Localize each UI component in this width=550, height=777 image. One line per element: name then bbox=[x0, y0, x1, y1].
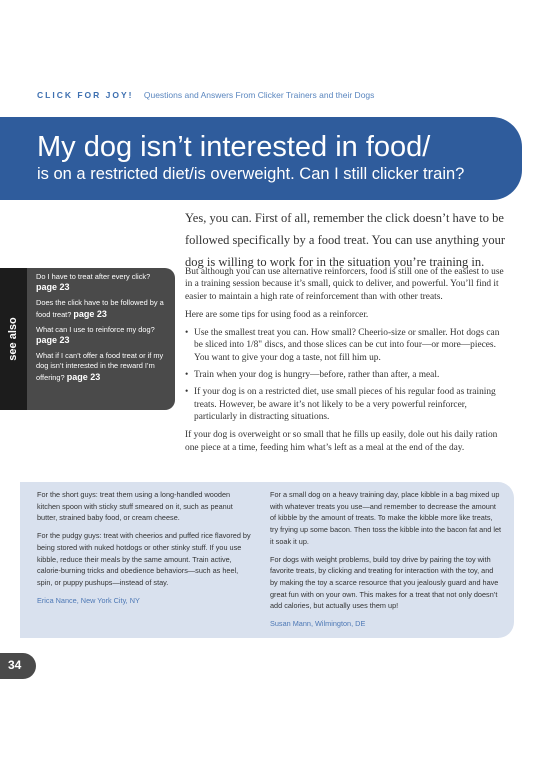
list-item: • Train when your dog is hungry—before, rather than after, a meal. bbox=[185, 369, 505, 381]
tip-paragraph: For the short guys: treat them using a long-handled wooden kitchen spoon with sticky stuff smeared on it, such as peanut butter, strained baby food, or cream cheese. bbox=[37, 490, 233, 523]
body-text bbox=[185, 266, 505, 460]
tips-list bbox=[185, 327, 505, 423]
body-paragraph: Here are some tips for using food as a reinforcer. bbox=[185, 309, 369, 320]
body-paragraph: If your dog is overweight or so small that he fills up easily, dole out his daily ration one piece at a time, feeding him what’s left as a meal at the end of the day. bbox=[185, 430, 498, 453]
see-also-question: Do I have to treat after every click? bbox=[36, 272, 151, 281]
see-also-item[interactable] bbox=[36, 325, 170, 346]
tip-paragraph: For a small dog on a heavy training day, place kibble in a bag mixed up with whatever treats you use—and remember to decrease the amount of kibble by the amount of treats. To make the kibble more like treats, try frying up some bacon. Then toss the kibble into the bacon fat and let it soak it up. bbox=[270, 490, 502, 546]
intro-paragraph: Yes, you can. First of all, remember the click doesn’t have to be followed specifically by a food treat. You can use anything your dog is willing to work for in the situation you’re training in. bbox=[185, 211, 506, 269]
running-head-brand: CLICK FOR JOY! bbox=[37, 90, 134, 100]
see-also-list bbox=[36, 272, 170, 388]
tips-column-left bbox=[37, 489, 251, 612]
see-also-item[interactable] bbox=[36, 272, 170, 293]
see-also-label: see also bbox=[7, 317, 19, 361]
running-head-subtitle: Questions and Answers From Clicker Trainers and their Dogs bbox=[143, 90, 375, 100]
see-also-item[interactable] bbox=[36, 351, 170, 383]
see-also-page-link[interactable]: page 23 bbox=[73, 308, 107, 319]
page-subtitle: is on a restricted diet/is overweight. Can I still clicker train? bbox=[37, 165, 465, 183]
list-item: • Use the smallest treat you can. How small? Cheerio-size or smaller. Hot dogs can be sliced into 1/8" discs, and those slices can be cut into four—or more—pieces. You want to give your dog a taste, not fill him up. bbox=[185, 327, 505, 364]
see-also-page-link[interactable]: page 23 bbox=[36, 282, 70, 293]
tip-attribution: Susan Mann, Wilmington, DE bbox=[270, 619, 366, 629]
see-also-item[interactable] bbox=[36, 298, 170, 319]
list-item: • If your dog is on a restricted diet, use small pieces of his regular food as training treats. However, be aware it’s not likely to be a very powerful reinforcer, particularly in distracting situations. bbox=[185, 386, 505, 423]
see-also-question: What can I use to reinforce my dog? bbox=[36, 324, 155, 334]
page-number-tab bbox=[0, 653, 36, 679]
tip-paragraph: For dogs with weight problems, build toy drive by pairing the toy with favorite treats, by clicking and treating for interaction with the toy, and by making the toy a scarce resource that you jealously guard and have great fun with on your own. This makes for a treat that not only doesn’t add calories, but actually uses them up! bbox=[270, 554, 499, 611]
tips-column-right bbox=[270, 489, 502, 636]
page-number: 34 bbox=[8, 658, 22, 672]
page-title: My dog isn’t interested in food/ bbox=[37, 131, 431, 163]
see-also-question: What if I can’t offer a food treat or if my dog isn’t interested in the reward I’m offering? bbox=[36, 351, 164, 382]
see-also-question: Does the click have to be followed by a food treat? bbox=[36, 298, 164, 319]
see-also-page-link[interactable]: page 23 bbox=[36, 335, 70, 346]
running-head bbox=[37, 90, 374, 100]
body-paragraph: But although you can use alternative reinforcers, food is still one of the easiest to use in a training session because it’s small, quick to deliver, and powerful. You’ll find it easier to maintain a high rate of reinforcement than with other treats. bbox=[185, 267, 504, 302]
tip-paragraph: For the pudgy guys: treat with cheerios and puffed rice flavored by being stored with nuked hotdogs or other stinky stuff. If you use kibble, reduce their meals by the same amount. Train active, calorie-burning tricks and obedience behaviors—such as heel, spin, or puppy pushups—instead of stay. bbox=[37, 531, 251, 587]
tip-attribution: Erica Nance, New York City, NY bbox=[37, 595, 140, 605]
see-also-page-link[interactable]: page 23 bbox=[66, 371, 101, 382]
